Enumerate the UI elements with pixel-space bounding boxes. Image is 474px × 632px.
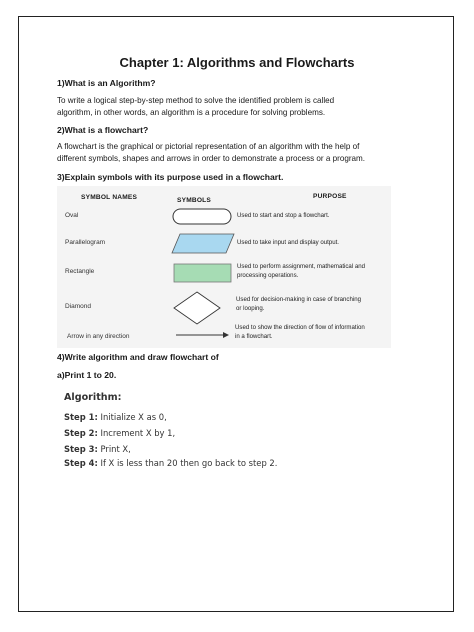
row-diamond-purpose-line-1: Used for decision-making in case of branching	[236, 296, 361, 303]
row-oval-name: Oval	[65, 212, 79, 219]
arrow-symbol	[175, 330, 231, 340]
row-arrow-name: Arrow in any direction	[67, 333, 130, 340]
row-diamond-name: Diamond	[65, 303, 92, 310]
oval-symbol	[172, 208, 234, 226]
diamond-symbol	[173, 291, 223, 325]
algorithm-heading: Algorithm:	[64, 392, 122, 403]
question-4a-heading: a)Print 1 to 20.	[57, 370, 117, 380]
symbols-table	[57, 186, 391, 348]
row-parallelogram-name: Parallelogram	[65, 239, 106, 246]
row-diamond-purpose-line-2: or looping.	[236, 305, 265, 312]
algorithm-step-3: Step 3: Print X,	[64, 444, 131, 454]
chapter-title: Chapter 1: Algorithms and Flowcharts	[119, 55, 355, 70]
answer-1-line-1: To write a logical step-by-step method to solve the identified problem is called	[57, 96, 335, 105]
header-symbols: SYMBOLS	[177, 197, 212, 204]
answer-2-line-2: different symbols, shapes and arrows in order to demonstrate a process or a program.	[57, 154, 366, 163]
rectangle-symbol	[173, 263, 233, 285]
row-oval-purpose: Used to start and stop a flowchart.	[237, 212, 330, 219]
answer-2-line-1: A flowchart is the graphical or pictorial representation of an algorithm with the help of	[57, 142, 360, 151]
answer-1-line-2: algorithm, in other words, an algorithm is a procedure for solving problems.	[57, 108, 326, 117]
parallelogram-symbol	[171, 233, 237, 255]
algorithm-step-1: Step 1: Initialize X as 0,	[64, 412, 167, 422]
header-purpose: PURPOSE	[313, 193, 347, 200]
row-rectangle-purpose-line-1: Used to perform assignment, mathematical and	[237, 263, 366, 270]
question-4-heading: 4)Write algorithm and draw flowchart of	[57, 352, 219, 362]
row-parallelogram-purpose: Used to take input and display output.	[237, 239, 339, 246]
row-arrow-purpose-line-2: in a flowchart.	[235, 333, 273, 340]
algorithm-step-2: Step 2: Increment X by 1,	[64, 428, 176, 438]
question-2-heading: 2)What is a flowchart?	[57, 125, 149, 135]
row-rectangle-name: Rectangle	[65, 268, 95, 275]
row-arrow-purpose-line-1: Used to show the direction of flow of information	[235, 324, 365, 331]
question-1-heading: 1)What is an Algorithm?	[57, 78, 156, 88]
header-symbol-names: SYMBOL NAMES	[81, 194, 138, 201]
algorithm-step-4: Step 4: If X is less than 20 then go back to step 2.	[64, 458, 278, 468]
row-rectangle-purpose-line-2: processing operations.	[237, 272, 299, 279]
question-3-heading: 3)Explain symbols with its purpose used in a flowchart.	[57, 172, 284, 182]
